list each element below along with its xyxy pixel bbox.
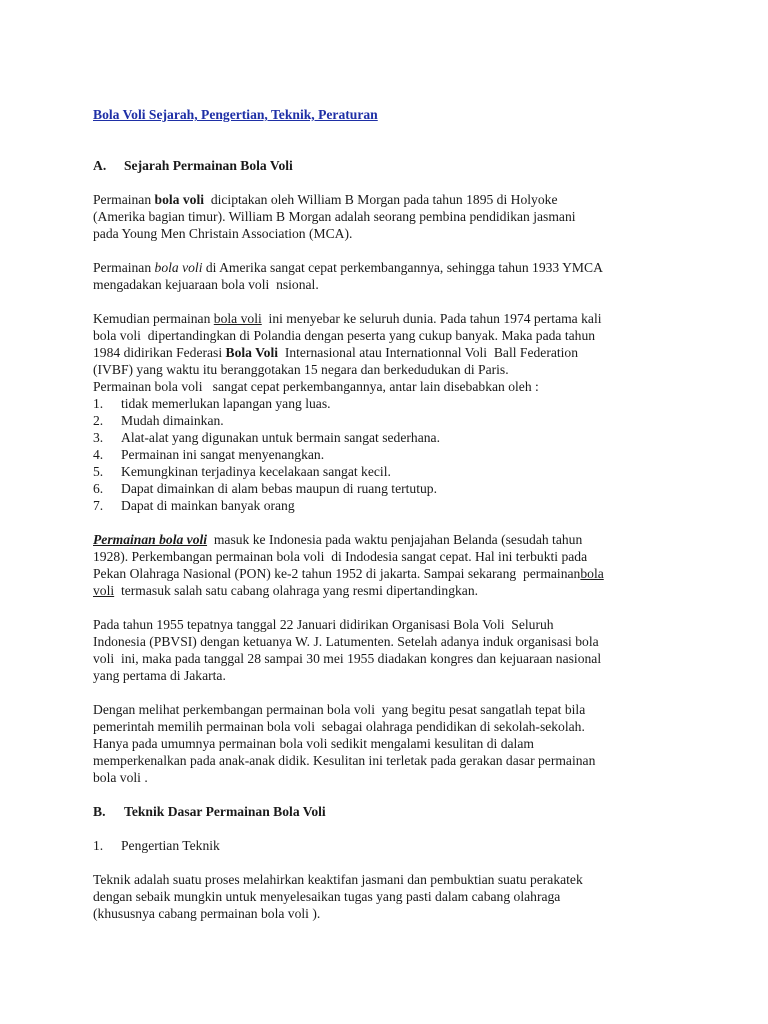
p3-line-4: (IVBF) yang waktu itu beranggotakan 15 negara dan berkedudukan di Paris. — [93, 362, 509, 377]
p2-text: Permainan — [93, 260, 155, 275]
document-title-link[interactable]: Bola Voli Sejarah, Pengertian, Teknik, Peraturan — [93, 107, 378, 122]
p4-text-cont: masuk ke Indonesia pada waktu penjajahan Belanda (sesudah tahun — [207, 532, 583, 547]
paragraph-1 — [93, 191, 693, 242]
p6-line-4: memperkenalkan pada anak-anak didik. Kesulitan ini terletak pada gerakan dasar permainan — [93, 753, 596, 768]
p4-bold-italic-2: bola voli — [159, 532, 208, 547]
section-b-number: B. — [93, 804, 106, 819]
p1-text-cont: diciptakan oleh William B Morgan pada tahun 1895 di Holyoke — [204, 192, 558, 207]
p5-line-2: Indonesia (PBVSI) dengan ketuanya W. J. Latumenten. Setelah adanya induk organisasi bola — [93, 634, 599, 649]
p4-line-3: Pekan Olahraga Nasional (PON) ke-2 tahun 1952 di jakarta. Sampai sekarang permainan — [93, 566, 581, 581]
p1-text: Permainan — [93, 192, 155, 207]
p1-line-2: (Amerika bagian timur). William B Morgan adalah seorang pembina pendidikan jasmani — [93, 209, 576, 224]
subsection-1-title: Pengertian Teknik — [121, 838, 220, 853]
paragraph-2 — [93, 259, 693, 293]
p3-line-3-cont: Internasional atau Internationnal Voli Ball Federation — [278, 345, 579, 360]
p4-underlined: bola — [580, 566, 604, 581]
p5-line-3: voli ini, maka pada tanggal 28 sampai 30 mei 1955 diadakan kongres dan kejuaraan nasional — [93, 651, 602, 666]
list-item: 5. Kemungkinan terjadinya kecelakaan sangat kecil. — [93, 464, 391, 479]
p3-text: Kemudian permainan — [93, 311, 214, 326]
p4-line-4: termasuk salah satu cabang olahraga yang resmi dipertandingkan. — [114, 583, 479, 598]
list-item: 6. Dapat dimainkan di alam bebas maupun di ruang tertutup. — [93, 481, 437, 496]
p6-line-1: Dengan melihat perkembangan permainan bola voli yang begitu pesat sangatlah tepat bila — [93, 702, 586, 717]
p3-underlined: bola voli — [213, 311, 262, 326]
p3-line-5: Permainan bola voli sangat cepat perkembangannya, antar lain disebabkan oleh : — [93, 379, 539, 394]
list-item: 1. tidak memerlukan lapangan yang luas. — [93, 396, 331, 411]
p3-text-cont: ini menyebar ke seluruh dunia. Pada tahun 1974 pertama kali — [261, 311, 602, 326]
p5-line-4: yang pertama di Jakarta. — [93, 668, 226, 683]
p2-text-cont: di Amerika sangat cepat perkembangannya, sehingga tahun 1933 YMCA — [202, 260, 603, 275]
p2-italic: bola voli — [154, 260, 203, 275]
document-body — [93, 106, 693, 922]
section-a-number: A. — [93, 158, 107, 173]
p2-line-2: mengadakan kejuaraan bola voli nsional. — [93, 277, 319, 292]
paragraph-6 — [93, 701, 693, 786]
p7-line-2: dengan sebaik mungkin untuk menyelesaikan tugas yang pasti dalam cabang olahraga — [93, 889, 561, 904]
reasons-list — [93, 395, 693, 514]
p4-line-2: 1928). Perkembangan permainan bola voli di Indodesia sangat cepat. Hal ini terbukti pada — [93, 549, 588, 564]
p3-bold: Bola Voli — [225, 345, 279, 360]
p7-line-1: Teknik adalah suatu proses melahirkan keaktifan jasmani dan pembuktian suatu perakatek — [93, 872, 583, 887]
p6-line-3: Hanya pada umumnya permainan bola voli sedikit mengalami kesulitan di dalam — [93, 736, 534, 751]
p6-line-5: bola voli . — [93, 770, 148, 785]
paragraph-3 — [93, 310, 693, 395]
document-title-line — [93, 106, 693, 123]
section-a-title: Sejarah Permainan Bola Voli — [124, 158, 293, 173]
p6-line-2: pemerintah memilih permainan bola voli sebagai olahraga pendidikan di sekolah-sekolah. — [93, 719, 585, 734]
paragraph-4 — [93, 531, 693, 599]
list-item: 4. Permainan ini sangat menyenangkan. — [93, 447, 325, 462]
subsection-1-number: 1. — [93, 838, 104, 853]
list-item: 3. Alat-alat yang digunakan untuk bermain sangat sederhana. — [93, 430, 440, 445]
p1-line-3: pada Young Men Christain Association (MCA). — [93, 226, 353, 241]
section-a-heading — [93, 157, 693, 174]
list-item: 2. Mudah dimainkan. — [93, 413, 224, 428]
p3-line-2: bola voli dipertandingkan di Polandia dengan peserta yang cukup banyak. Maka pada tahun — [93, 328, 596, 343]
p4-bold-italic: Permainan — [93, 532, 160, 547]
p1-bold: bola voli — [154, 192, 205, 207]
section-b-title: Teknik Dasar Permainan Bola Voli — [124, 804, 326, 819]
p4-underlined-2: voli — [93, 583, 115, 598]
paragraph-5 — [93, 616, 693, 684]
p3-line-3: 1984 didirikan Federasi — [93, 345, 226, 360]
p7-line-3: (khususnya cabang permainan bola voli ). — [93, 906, 321, 921]
list-item: 7. Dapat di mainkan banyak orang — [93, 498, 295, 513]
subsection-1-heading — [93, 837, 693, 854]
section-b-heading — [93, 803, 693, 820]
p5-line-1: Pada tahun 1955 tepatnya tanggal 22 Januari didirikan Organisasi Bola Voli Seluruh — [93, 617, 554, 632]
paragraph-7 — [93, 871, 693, 922]
